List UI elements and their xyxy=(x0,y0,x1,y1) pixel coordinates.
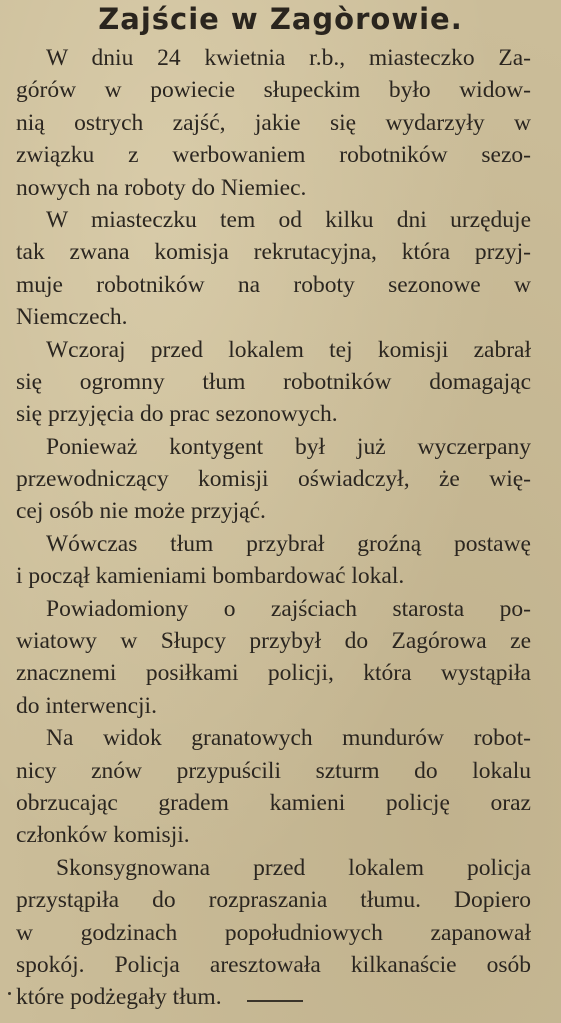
text-line: przewodniczący komisji oświadczył, że wię- xyxy=(16,466,531,493)
text-line: nowych na roboty do Niemiec. xyxy=(16,174,307,201)
text-line: związku z werbowaniem robotników sezo- xyxy=(16,142,531,169)
text-line: przystąpiła do rozpraszania tłumu. Dopiero xyxy=(16,887,531,914)
text-line: Wówczas tłum przybrał groźną postawę xyxy=(46,530,531,557)
text-line: górów w powiecie słupeckim było widow- xyxy=(16,77,531,104)
article-headline: Zajście w Zagòrowie. xyxy=(98,2,463,36)
article-body xyxy=(16,42,531,1014)
paragraph-1 xyxy=(16,42,531,204)
text-line: Powiadomiony o zajściach starosta po- xyxy=(46,595,531,622)
paragraph-2 xyxy=(16,204,531,334)
text-line: wiatowy w Słupcy przybył do Zagórowa ze xyxy=(16,628,531,655)
text-line: i począł kamieniami bombardować lokal. xyxy=(16,563,405,590)
paragraph-4 xyxy=(16,431,531,528)
text-line: członków komisji. xyxy=(16,822,190,849)
ink-speck xyxy=(8,992,11,995)
text-line: W dniu 24 kwietnia r.b., miasteczko Za- xyxy=(46,45,531,71)
text-line: się ogromny tłum robotników domagając xyxy=(16,368,531,395)
text-line: spokój. Policja aresztowała kilkanaście osób xyxy=(16,951,531,978)
paragraph-7 xyxy=(16,722,531,852)
text-line: w godzinach popołudniowych zapanował xyxy=(16,919,531,946)
text-line: nicy znów przypuścili szturm do lokalu xyxy=(16,757,531,784)
paragraph-3 xyxy=(16,334,531,431)
end-rule-divider xyxy=(247,1000,303,1002)
paragraph-6 xyxy=(16,593,531,723)
text-line: obrzucając gradem kamieni policję oraz xyxy=(16,789,531,816)
text-line: Wczoraj przed lokalem tej komisji zabrał xyxy=(46,336,531,363)
paragraph-8 xyxy=(16,852,531,1014)
text-line: muje robotników na roboty sezonowe w xyxy=(16,271,531,298)
text-line: nią ostrych zajść, jakie się wydarzyły w xyxy=(16,109,531,136)
text-line: W miasteczku tem od kilku dni urzęduje xyxy=(46,206,531,233)
text-line: Ponieważ kontygent był już wyczerpany xyxy=(46,433,531,460)
text-line: Na widok granatowych mundurów robot- xyxy=(46,725,531,752)
text-line: się przyjęcia do prac sezonowych. xyxy=(16,401,338,428)
text-line: do interwencji. xyxy=(16,692,157,719)
text-line: cej osób nie może przyjąć. xyxy=(16,498,266,525)
text-line: Niemczech. xyxy=(16,304,128,331)
text-line: tak zwana komisja rekrutacyjna, która przyj- xyxy=(16,239,531,266)
paragraph-5 xyxy=(16,528,531,593)
text-line: które podżegały tłum. xyxy=(16,984,222,1011)
text-line: Skonsygnowana przed lokalem policja xyxy=(56,854,531,881)
text-line: znacznemi posiłkami policji, która wystąpiła xyxy=(16,660,531,687)
